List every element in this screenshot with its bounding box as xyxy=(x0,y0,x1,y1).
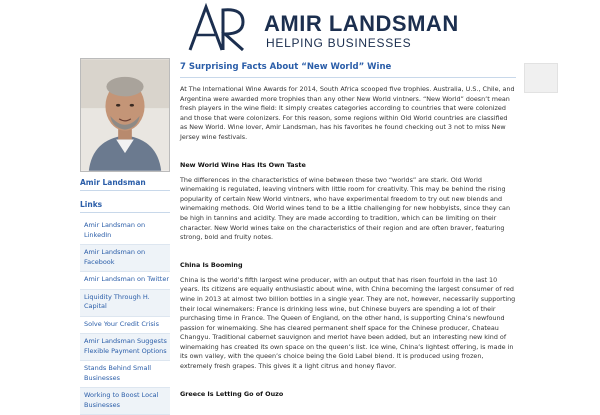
section-heading: China Is Booming xyxy=(180,260,243,269)
article xyxy=(180,58,516,398)
author-photo xyxy=(80,58,170,172)
section-heading: Greece Is Letting Go of Ouzo xyxy=(180,389,284,398)
ar-logo-icon xyxy=(187,4,247,52)
section-paragraph: China is the world’s fifth largest wine producer, with an output that has risen fourfold in the last 10 years. Its citizens are equally enthusiastic about wine, with China becoming the largest consumer of red wine in 2013 at almost two billion bottles in a single year. They are not, however, necessarily supporting their local winemakers: France is drinking less wine, but Chinese buyers are spending a lot of their purchasing time in France. The Queen of England, on the other hand, is supporting China’s newfound passion for winemaking. She has cleared permanent shelf space for the Chinese producer, Chateau Changyu. Traditional cabernet sauvignon and merlot have been added, but an interesting new kind of winemaking has created its own space on the queen’s list. Ice wine, China’s lightest offering, is made in its own valley, with the queen’s choice being the Gold Label blend. It is produced using frozen, extremely fresh grapes. This gives it a light citrus and honey flavor. xyxy=(180,275,516,371)
link-twitter[interactable]: Amir Landsman on Twitter xyxy=(80,272,170,290)
link-facebook[interactable]: Amir Landsman on Facebook xyxy=(80,245,170,272)
section-paragraph: The differences in the characteristics of wine between these two “worlds” are stark. Old World winemaking is regulated, leaving vintners with little room for creativity. This may be behind the rising popularity of certain New World vintners, who have experimental freedom to try out new blends and winemaking methods. Old World wines tend to be a little challenging for new hobbyists, since they can be high in tannins and acidity. They are made according to tradition, which can be limiting on their character. New World wines take on the characteristics of their region and are often braver, featuring strong, bold and fruity notes. xyxy=(180,175,511,242)
section-heading: New World Wine Has Its Own Taste xyxy=(180,160,306,169)
links-heading: Links xyxy=(80,200,170,213)
right-widget-box xyxy=(524,63,558,93)
site-tagline: HELPING BUSINESSES xyxy=(266,36,412,50)
link-liquidity[interactable]: Liquidity Through H. Capital xyxy=(80,290,170,317)
site-title: AMIR LANDSMAN xyxy=(264,11,459,36)
link-credit-crisis[interactable]: Solve Your Credit Crisis xyxy=(80,317,170,335)
links-list xyxy=(80,218,170,415)
post-title[interactable]: 7 Surprising Facts About “New World” Wine xyxy=(180,58,516,78)
link-payment-options[interactable]: Amir Landsman Suggests Flexible Payment Options xyxy=(80,334,170,361)
link-linkedin[interactable]: Amir Landsman on LinkedIn xyxy=(80,218,170,245)
intro-paragraph: At The International Wine Awards for 2014, South Africa scooped five trophies. Australia, U.S., Chile, and Argentina were awarded more trophies than any other New World vintners. “New World” doesn’t mean fresh players in the wine field: It simply creates categories according to countries that were colonized and those that were colonizers. For this reason, some regions within Old World countries are classified as New World. Wine lover, Amir Landsman, has his favorites he found checking out 3 not to miss New Jersey wine festivals. xyxy=(180,85,515,141)
link-local-businesses[interactable]: Working to Boost Local Businesses xyxy=(80,388,170,415)
site-logo[interactable] xyxy=(187,4,507,52)
author-name: Amir Landsman xyxy=(80,178,170,191)
link-small-businesses[interactable]: Stands Behind Small Businesses xyxy=(80,361,170,388)
sidebar xyxy=(80,58,170,415)
